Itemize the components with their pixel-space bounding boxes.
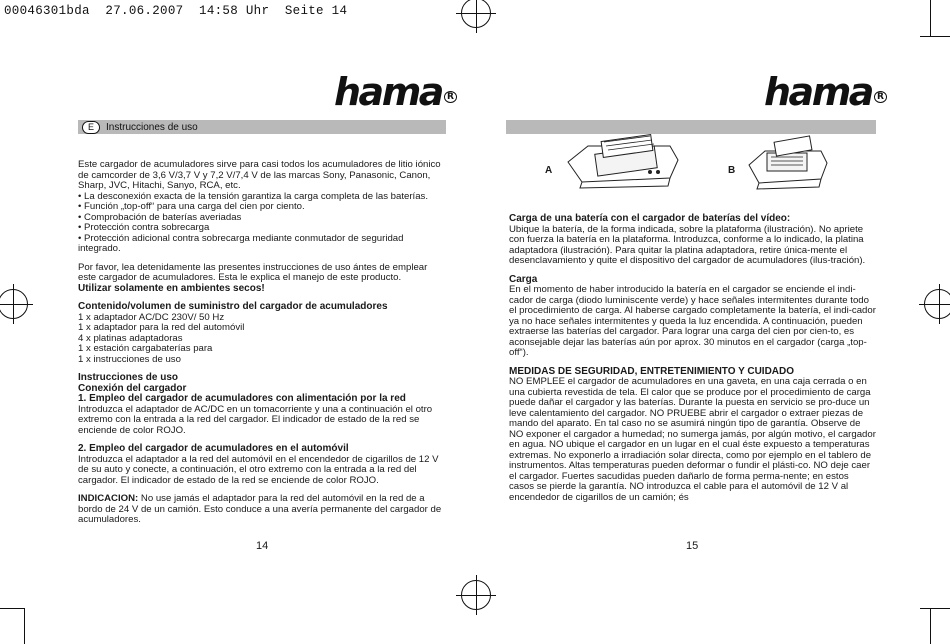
- page-number-right: 15: [686, 540, 699, 552]
- crop-mark: [0, 608, 24, 609]
- right-page-body: [509, 214, 876, 503]
- feature-item: • Comprobación de baterías averiadas: [78, 211, 242, 223]
- hama-logo-left: hama $^R$: [334, 70, 457, 114]
- step1-heading: 1. Empleo del cargador de acumuladores con alimentación por la red: [78, 393, 406, 404]
- dry-only-warning: Utilizar solamente en ambientes secos!: [78, 282, 265, 294]
- figure-label-a: A: [545, 165, 553, 176]
- contents-item: 1 x estación cargabaterías para: [78, 343, 213, 354]
- print-header: 00046301bda 27.06.2007 14:58 Uhr Seite 14: [4, 4, 348, 18]
- left-page-body: [78, 160, 448, 526]
- feature-item: • Protección adicional contra sobrecarga mediante conmutador de seguridad integrado.: [78, 232, 404, 254]
- step1-text: Introduzca el adaptador de AC/DC en un tomacorriente y una a continuación el otro extremo con la entrada a la red del cargador. El indicador de estado de la red se enciende de color ROJO.: [78, 403, 433, 436]
- charge-heading: Carga de una batería con el cargador de baterías del vídeo:: [509, 213, 791, 224]
- section-bar-left: [78, 120, 446, 134]
- feature-item: • Protección contra sobrecarga: [78, 222, 210, 233]
- feature-item: • Función „top-off“ para una carga del cien por ciento.: [78, 201, 305, 212]
- contents-item: 4 x platinas adaptadoras: [78, 332, 183, 344]
- please-read-text: Por favor, lea detenidamente las presentes instrucciones de uso ántes de emplear este cargador de acumuladores. Esta le explica el manejo de este producto.: [78, 261, 428, 283]
- contents-item: 1 x instrucciones de uso: [78, 353, 181, 365]
- language-badge: E: [82, 121, 100, 134]
- registration-mark-icon: [924, 289, 950, 319]
- carga-text: En el momento de haber introducido la batería en el cargador se enciende el indi-cador de carga (diodo luminiscente verde) y hace señales intermitentes durante todo el procedimiento de carga. Al haberse cargado completamente la batería, el indi-cador ya no hace señales intermitentes y queda la luz encendida. A continuación, pueden extraerse las baterías del cargador. Para lograr una carga del cien por cien-to, es aconsejable dejar las baterías aún por aprox. 30 minutos en el cargador (carga „top-off“).: [509, 284, 876, 358]
- usage-heading: Instrucciones de uso: [78, 372, 179, 383]
- charge-text: Ubique la batería, de la forma indicada, sobre la plataforma (ilustración). No apriete con fuerza la batería en la plataforma. Introduzca, conforme a lo indicado, la platina adaptadora (ilustración). Para quitar la platina adaptadora, retire única-mente el desenclavamiento y quite el dispositivo del cargador de acumuladores (ilus-tración).: [509, 223, 866, 266]
- carga-heading: Carga: [509, 273, 538, 285]
- charger-illustration-a-icon: [560, 132, 685, 194]
- page-number-left: 14: [256, 540, 269, 552]
- crop-mark: [24, 608, 25, 644]
- registration-mark-icon: [461, 580, 491, 610]
- feature-item: • La desconexión exacta de la tensión garantiza la carga completa de las baterías.: [78, 190, 429, 202]
- safety-heading: MEDIDAS DE SEGURIDAD, ENTRETENIMIENTO Y CUIDADO: [509, 365, 795, 377]
- step2-heading: 2. Empleo del cargador de acumuladores en el automóvil: [78, 443, 349, 454]
- note-label: INDICACION:: [78, 493, 139, 504]
- step2-text: Introduzca el adaptador a la red del automóvil en el encendedor de cigarillos de 12 V de su auto y conecte, a continuación, el otro extremo con la entrada a la red del cargador. El indicador de estado de la red se enciende de color ROJO.: [78, 453, 439, 486]
- registration-mark-icon: [461, 0, 491, 28]
- charger-illustration-b-icon: [745, 135, 830, 195]
- hama-logo-right: hama $^R$: [764, 70, 887, 114]
- crop-mark: [930, 0, 931, 36]
- intro-text: Este cargador de acumuladores sirve para casi todos los acumuladores de litio iónico de camcorder de 3,6 V/3,7 V y 7,2 V/7,4 V de las marcas Sony, Panasonic, Canon, Sharp, JVC, Hitachi, Sanyo, RCA, etc.: [78, 159, 441, 191]
- note-paragraph: [78, 494, 448, 526]
- note-text: No use jamás el adaptador para la red del automóvil en la red de a bordo de 24 V de un camión. Esto conduce a una avería permanente del cargador de acumuladores.: [78, 493, 442, 525]
- crop-mark: [930, 608, 931, 644]
- crop-mark: [920, 36, 950, 37]
- crop-mark: [920, 608, 950, 609]
- section-title: E Instrucciones de uso: [82, 121, 198, 134]
- contents-item: 1 x adaptador para la red del automóvil: [78, 322, 245, 333]
- contents-item: 1 x adaptador AC/DC 230V/ 50 Hz: [78, 311, 225, 323]
- safety-text: NO EMPLEE el cargador de acumuladores en una gaveta, en una caja cerrada o en una cubierta revestida de tela. El calor que se produce por el procedimiento de carga puede dañar el cargador y las baterías. Durante la puesta en servicio se pro-duce un leve calentamiento del cargador. NO PRUEBE abrir el cargador o extraer piezas de mando del aparato. En tal caso no se asumirá ningún tipo de garantía. Observe de NO exponer el cargador a humedad; no sumerga jamás, por algún motivo, el cargador en agua. NO ubique el cargador en un lugar en el cual éste expuesto a temperaturas extremas. No exponerlo a irradiación solar directa, como por ejemplo en el tablero de instrumentos. Altas temperaturas pueden deformar o fundir el plásti-co. NO deje caer el cargador. Fuertes sacudidas pueden dañarlo de forma perma-nente; en estos casos se pierde la garantía. NO introduzca el cable para el automóvil de 12 V al encendedor de cigarillos de un camión; és: [509, 376, 876, 503]
- figure-label-b: B: [728, 165, 736, 176]
- registration-mark-icon: [0, 289, 28, 319]
- contents-heading: Contenido/volumen de suministro del cargador de acumuladores: [78, 301, 388, 312]
- connection-heading: Conexión del cargador: [78, 382, 187, 394]
